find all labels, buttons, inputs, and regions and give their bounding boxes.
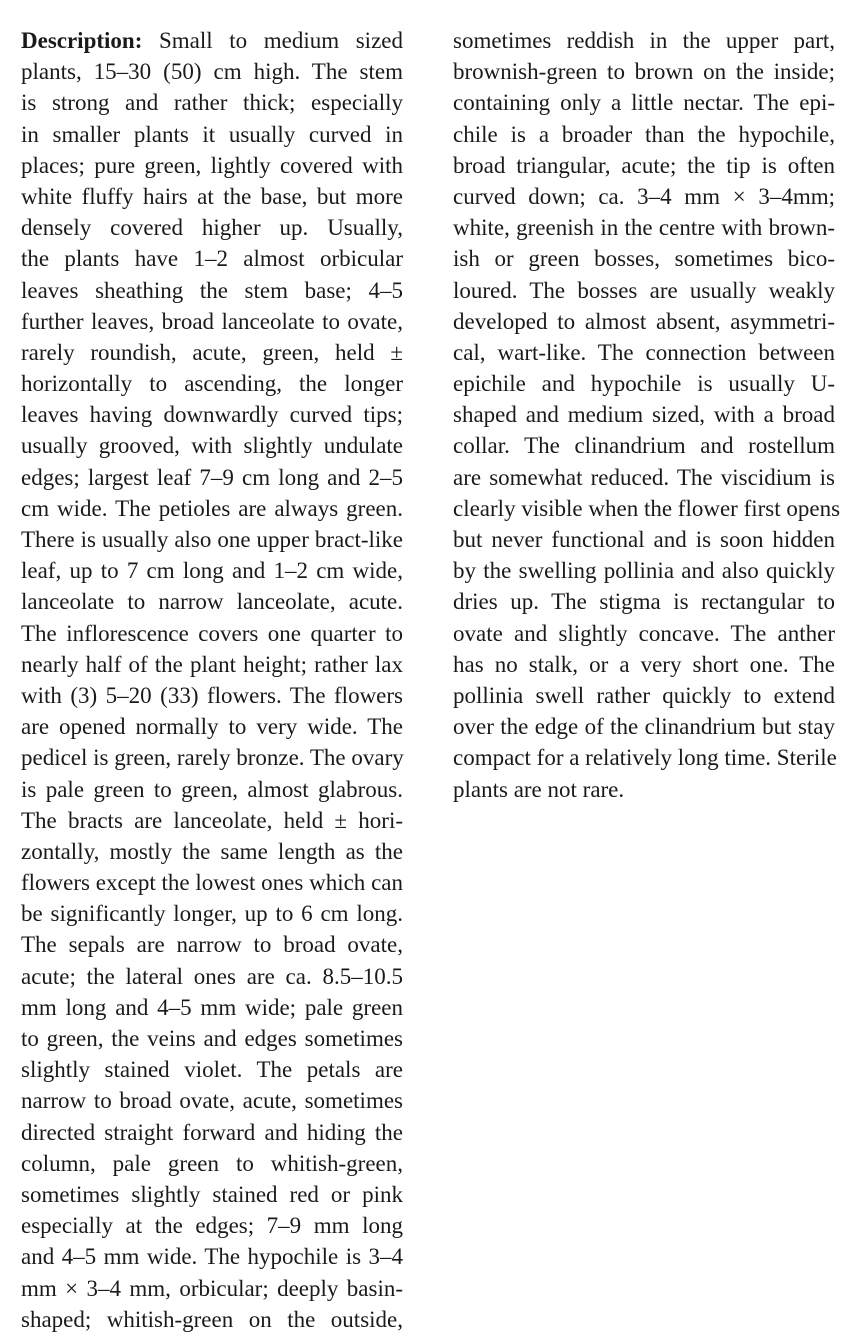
text-line: shaped and medium sized, with a broad (453, 402, 835, 428)
text-line: plants, 15–30 (50) cm high. The stem (21, 59, 403, 85)
text-line: column, pale green to whitish-green, (21, 1150, 403, 1176)
text-line-first (21, 25, 403, 56)
text-line: nearly half of the plant height; rather lax (21, 651, 403, 677)
text-line: further leaves, broad lanceolate to ovate, (21, 308, 403, 334)
text-line: cm wide. The petioles are always green. (21, 495, 403, 521)
text-line: is strong and rather thick; especially (21, 90, 403, 116)
text-line: with (3) 5–20 (33) flowers. The flowers (21, 682, 403, 708)
text-line: mm × 3–4 mm, orbicular; deeply basin- (21, 1275, 403, 1301)
text-line: leaves having downwardly curved tips; (21, 402, 403, 428)
text-line: ovate and slightly concave. The anther (453, 620, 835, 646)
text-line: developed to almost absent, asymmetri- (453, 308, 835, 334)
text-line: chile is a broader than the hypochile, (453, 121, 835, 147)
text-line: plants are not rare. (453, 776, 625, 802)
text-line: and 4–5 mm wide. The hypochile is 3–4 (21, 1244, 403, 1270)
text-line: lanceolate to narrow lanceolate, acute. (21, 589, 403, 615)
text-line: There is usually also one upper bract-like (21, 527, 403, 552)
text-line: by the swelling pollinia and also quickly (453, 558, 835, 584)
left-text-column (21, 25, 403, 1335)
text-line: shaped; whitish-green on the outside, (21, 1306, 403, 1332)
text-line: The inflorescence covers one quarter to (21, 620, 403, 646)
text-line-content: Small to medium sized (142, 28, 403, 53)
text-line: white, greenish in the centre with brown- (453, 215, 835, 241)
text-line: horizontally to ascending, the longer (21, 371, 403, 397)
text-line: loured. The bosses are usually weakly (453, 277, 835, 303)
text-line: pedicel is green, rarely bronze. The ovary (21, 745, 404, 771)
text-line: directed straight forward and hiding the (21, 1119, 403, 1145)
text-line: pollinia swell rather quickly to extend (453, 682, 835, 708)
text-line: epichile and hypochile is usually U- (453, 371, 835, 397)
right-text-column (453, 25, 841, 805)
text-line: leaves sheathing the stem base; 4–5 (21, 277, 403, 303)
text-line: slightly stained violet. The petals are (21, 1057, 403, 1083)
text-line: edges; largest leaf 7–9 cm long and 2–5 (21, 464, 403, 490)
text-line: cal, wart-like. The connection between (453, 339, 835, 365)
text-line: rarely roundish, acute, green, held ± (21, 339, 403, 365)
text-line: usually grooved, with slightly undulate (21, 433, 403, 459)
text-line: sometimes reddish in the upper part, (453, 28, 835, 53)
text-line: brownish-green to brown on the inside; (453, 59, 835, 85)
text-line: zontally, mostly the same length as the (21, 838, 403, 864)
text-line: curved down; ca. 3–4 mm × 3–4mm; (453, 183, 835, 209)
text-line: to green, the veins and edges sometimes (21, 1026, 403, 1051)
text-line: dries up. The stigma is rectangular to (453, 589, 835, 615)
text-line: collar. The clinandrium and rostellum (453, 433, 835, 459)
text-line: clearly visible when the flower first opens (453, 495, 841, 521)
description-label: Description: (21, 28, 143, 53)
text-line: white fluffy hairs at the base, but more (21, 183, 403, 209)
text-line: The bracts are lanceolate, held ± hori- (21, 807, 403, 833)
text-line: over the edge of the clinandrium but stay (453, 714, 835, 740)
text-line: but never functional and is soon hidden (453, 527, 835, 552)
text-line: has no stalk, or a very short one. The (453, 651, 835, 677)
text-line: places; pure green, lightly covered with (21, 152, 403, 178)
text-line: the plants have 1–2 almost orbicular (21, 246, 403, 272)
text-line: leaf, up to 7 cm long and 1–2 cm wide, (21, 558, 403, 584)
text-line: ish or green bosses, sometimes bico- (453, 246, 835, 272)
text-line: be significantly longer, up to 6 cm long. (21, 901, 403, 927)
text-line: densely covered higher up. Usually, (21, 215, 403, 241)
text-line: sometimes slightly stained red or pink (21, 1181, 403, 1207)
text-line: especially at the edges; 7–9 mm long (21, 1213, 403, 1239)
text-line: flowers except the lowest ones which can (21, 870, 403, 896)
text-line: in smaller plants it usually curved in (21, 121, 403, 147)
text-line: mm long and 4–5 mm wide; pale green (21, 994, 403, 1020)
text-line: are somewhat reduced. The viscidium is (453, 464, 835, 490)
text-line: broad triangular, acute; the tip is often (453, 152, 835, 178)
text-line: compact for a relatively long time. Sterile (453, 745, 837, 771)
text-line: The sepals are narrow to broad ovate, (21, 932, 403, 958)
text-line: narrow to broad ovate, acute, sometimes (21, 1088, 403, 1114)
text-line: are opened normally to very wide. The (21, 714, 403, 740)
text-line: acute; the lateral ones are ca. 8.5–10.5 (21, 963, 403, 989)
text-line: containing only a little nectar. The epi- (453, 90, 835, 116)
text-line: is pale green to green, almost glabrous. (21, 776, 403, 802)
